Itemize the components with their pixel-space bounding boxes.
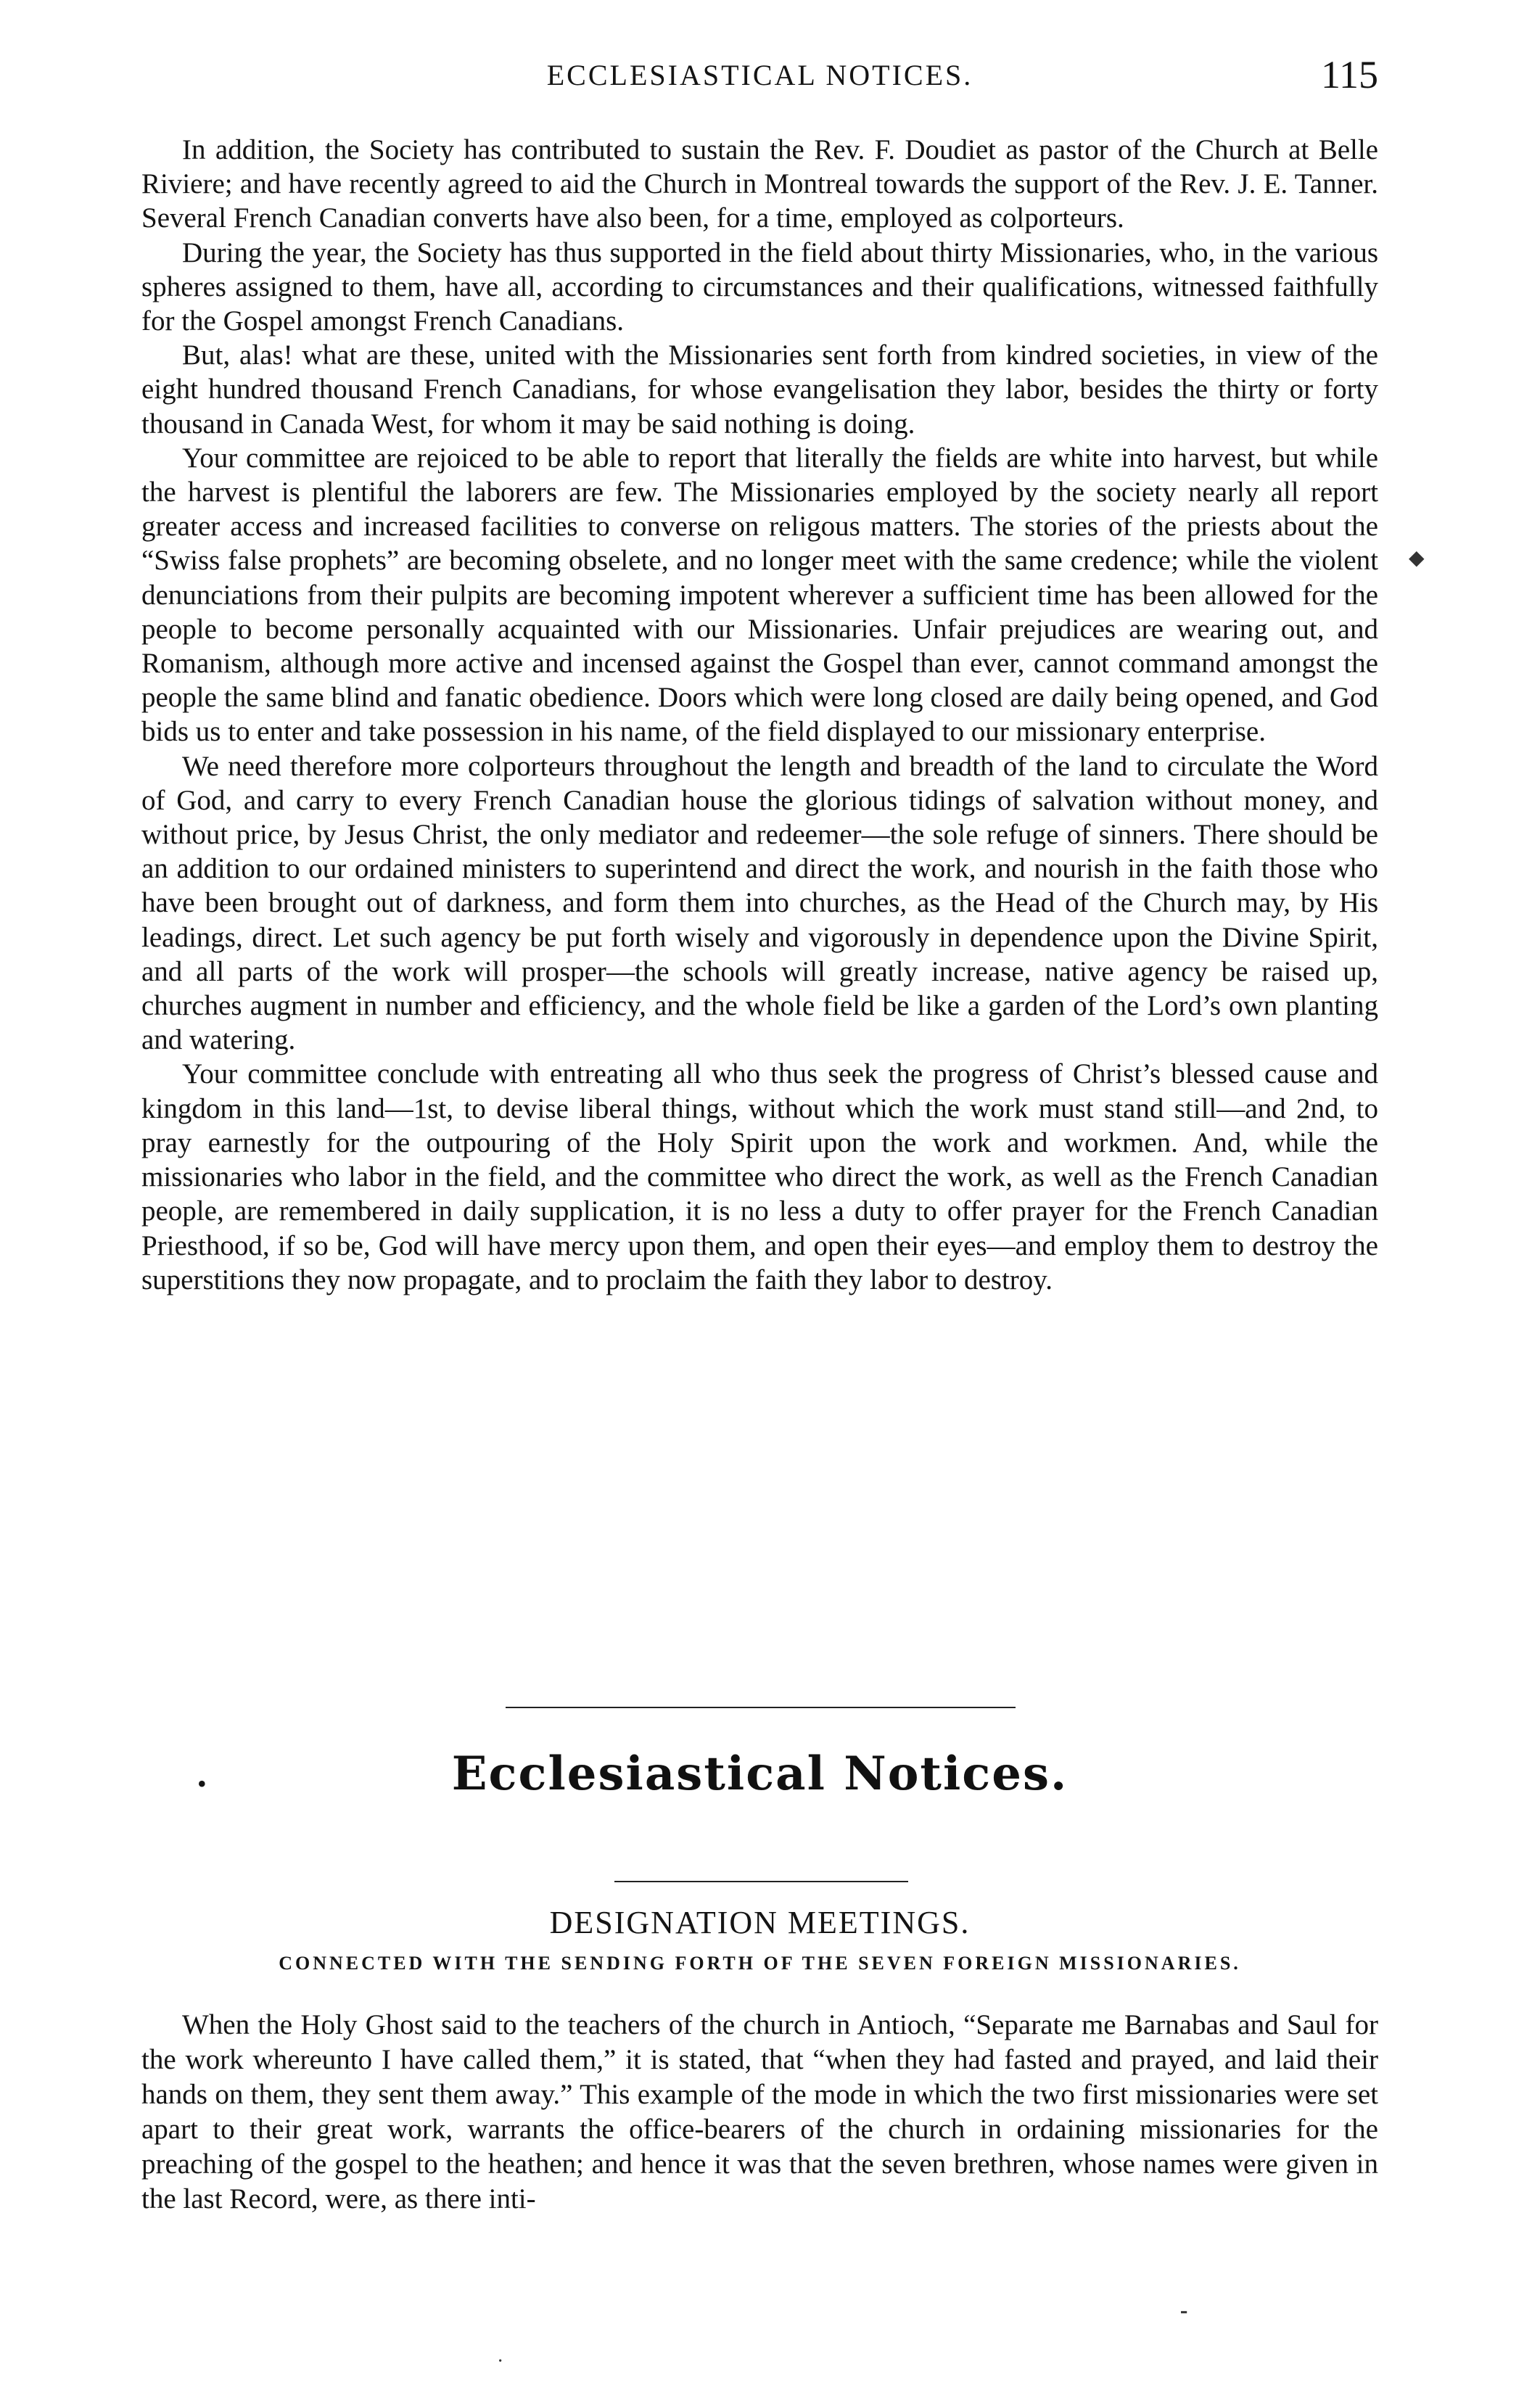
running-head: ECCLESIASTICAL NOTICES. (546, 59, 973, 91)
paragraph: But, alas! what are these, united with the Missionaries sent forth from kindred societies, in view of the eight hundred thousand French Canadians, for whose evangelisation they labor, besides the thirty or forty thousand in Canada West, for whom it may be said nothing is doing. (141, 339, 1378, 440)
subheading: DESIGNATION MEETINGS. (549, 1905, 971, 1940)
paragraph: Your committee conclude with entreating all who thus seek the progress of Christ’s blessed cause and kingdom in this land—1st, to devise liberal things, without which the work must stand still—and 2nd, to pray earnestly for the outpouring of the Holy Spirit upon the work and workmen. And, while the missionaries who labor in the field, and the committee who direct the work, as well as the French Canadian people, are remembered in daily supplication, it is no less a duty to offer prayer for the French Canadian Priesthood, if so be, God will have mercy upon them, and open their eyes—and employ them to destroy the superstitions they now propagate, and to proclaim the faith they labor to destroy. (141, 1058, 1378, 1295)
section-body (141, 2008, 1378, 2217)
stray-dot: • (197, 1769, 207, 1798)
divider-rule (614, 1881, 908, 1882)
paragraph: Your committee are rejoiced to be able to report that literally the fields are white into harvest, but while the harvest is plentiful the laborers are few. The Missionaries employed by the society nearly all report greater access and increased facilities to converse on religous matters. The stories of the priests about the “Swiss false prophets” are becoming obselete, and no longer meet with the same credence; while the violent denunciations from their pulpits are becoming impotent wherever a sufficient time has been allowed for the people to become personally acquainted with our Missionaries. Unfair prejudices are wearing out, and Romanism, although more active and incensed against the Gospel than ever, cannot command amongst the people the same blind and fanatic obedience. Doors which were long closed are daily being opened, and God bids us to enter and take possession in his name, of the field displayed to our missionary enterprise. (141, 442, 1378, 748)
section-title: Ecclesiastical Notices. (451, 1747, 1068, 1801)
margin-mark: · (497, 2350, 504, 2373)
article-body (141, 133, 1378, 1297)
paragraph: During the year, the Society has thus supported in the field about thirty Missionaries, who, in the various spheres assigned to them, have all, according to circumstances and their qualifications, witnessed faithfully for the Gospel amongst French Canadians. (141, 236, 1378, 337)
paragraph: When the Holy Ghost said to the teachers of the church in Antioch, “Separate me Barnabas and Saul for the work whereunto I have called them,” it is stated, that “when they had fasted and prayed, and laid their hands on them, they sent them away.” This example of the mode in which the two first missionaries were set apart to their great work, warrants the office-bearers of the church in ordaining missionaries for the preaching of the gospel to the heathen; and hence it was that the seven brethren, whose names were given in the last Record, were, as there inti- (141, 2009, 1378, 2214)
page-number: 115 (1321, 53, 1378, 96)
divider-rule (506, 1707, 1016, 1708)
margin-mark: ⁃ (1179, 2302, 1189, 2325)
margin-mark: ◆ (1409, 547, 1425, 569)
subsubheading: CONNECTED WITH THE SENDING FORTH OF THE SEVEN FOREIGN MISSIONARIES. (279, 1953, 1241, 1974)
paragraph: In addition, the Society has contributed to sustain the Rev. F. Doudiet as pastor of the Church at Belle Riviere; and have recently agreed to aid the Church in Montreal towards the support of the Rev. J. E. Tanner. Several French Canadian converts have also been, for a time, employed as colporteurs. (141, 134, 1378, 234)
page-header (141, 52, 1378, 103)
paragraph: We need therefore more colporteurs throughout the length and breadth of the land to circulate the Word of God, and carry to every French Canadian house the glorious tidings of salvation without money, and without price, by Jesus Christ, the only mediator and redeemer—the sole refuge of sinners. There should be an addition to our ordained ministers to superintend and direct the work, and nourish in the faith those who have been brought out of darkness, and form them into churches, as the Head of the Church may, by His leadings, direct. Let such agency be put forth wisely and vigorously in dependence upon the Divine Spirit, and all parts of the work will prosper—the schools will greatly increase, native agency be raised up, churches augment in number and efficiency, and the whole field be like a garden of the Lord’s own planting and watering. (141, 750, 1378, 1056)
